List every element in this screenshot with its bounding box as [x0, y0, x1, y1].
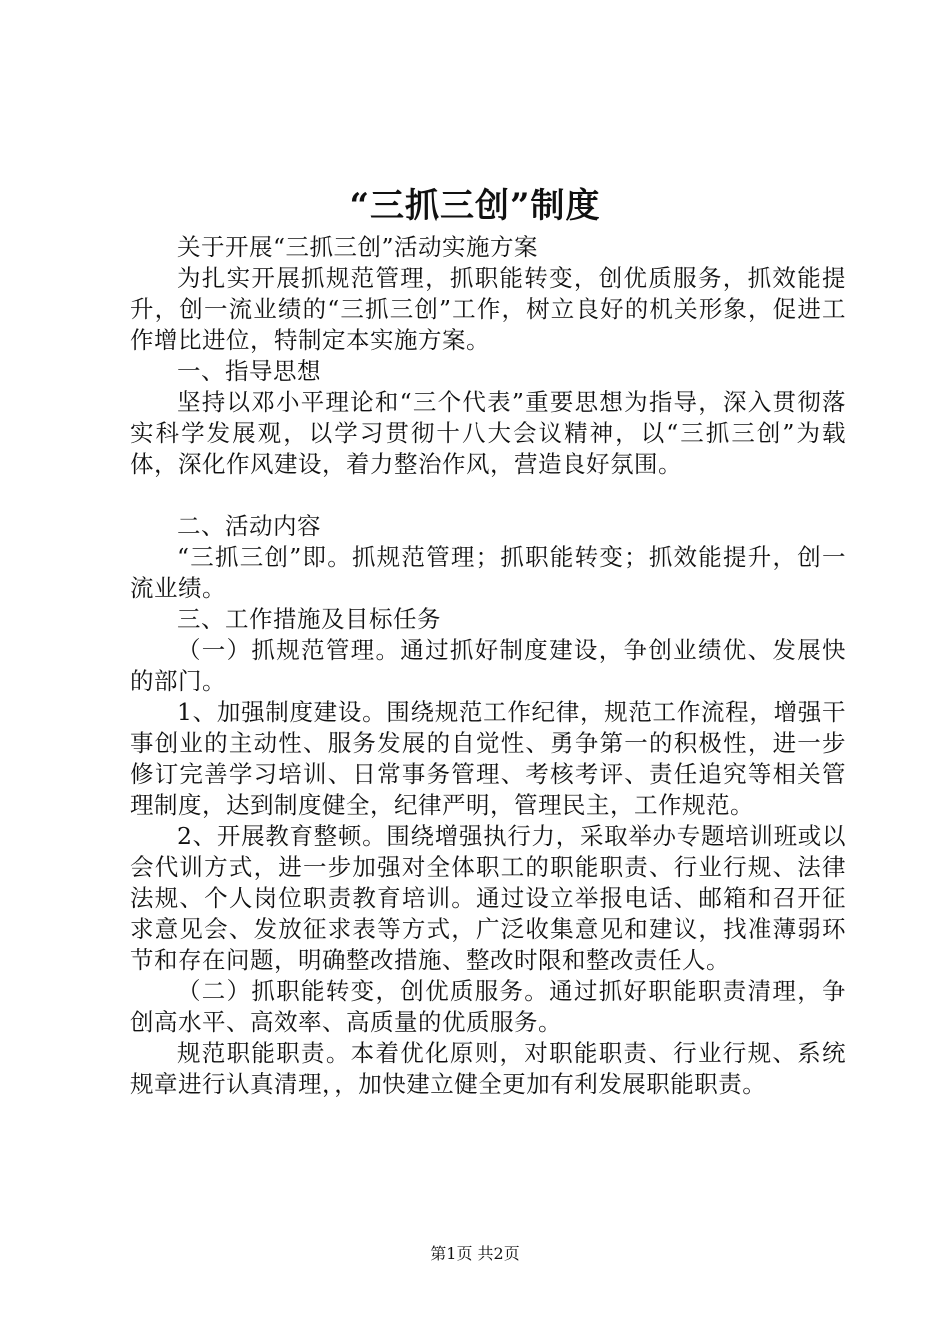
paragraph-plan-heading: 关于开展“三抓三创”活动实施方案	[177, 233, 539, 261]
paragraph-education-rectification: 2、开展教育整顿。围绕增强执行力，采取举办专题培训班或以会代训方式，进一步加强对全体职工的职能职责、行业行规、法律法规、个人岗位职责教育培训。通过设立举报电话、邮箱和召开征求意见会、发放征求表等方式，广泛收集意见和建议，找准薄弱环节和存在问题，明确整改措施、整改时限和整改责任人。	[130, 822, 846, 974]
section-heading-guiding-ideology: 一、指导思想	[177, 357, 321, 385]
paragraph-standardize-functions: 规范职能职责。本着优化原则，对职能职责、行业行规、系统规章进行认真清理，，加快建立健全更加有利发展职能职责。	[130, 1039, 846, 1098]
subsection-heading-standard-management: （一）抓规范管理。通过抓好制度建设，争创业绩优、发展快的部门。	[130, 636, 846, 695]
paragraph-activity-content: “三抓三创”即。抓规范管理；抓职能转变；抓效能提升，创一流业绩。	[130, 543, 846, 602]
page-number-indicator: 第1页 共2页	[430, 1244, 520, 1263]
section-heading-activity-content: 二、活动内容	[177, 512, 321, 540]
paragraph-intro: 为扎实开展抓规范管理，抓职能转变，创优质服务，抓效能提升，创一流业绩的“三抓三创”工作，树立良好的机关形象，促进工作增比进位，特制定本实施方案。	[130, 264, 846, 354]
section-heading-measures: 三、工作措施及目标任务	[177, 605, 441, 633]
paragraph-system-building: 1、加强制度建设。围绕规范工作纪律，规范工作流程，增强干事创业的主动性、服务发展的自觉性、勇争第一的积极性，进一步修订完善学习培训、日常事务管理、考核考评、责任追究等相关管理制度，达到制度健全，纪律严明，管理民主，工作规范。	[130, 698, 846, 819]
subsection-heading-function-transformation: （二）抓职能转变，创优质服务。通过抓好职能职责清理，争创高水平、高效率、高质量的优质服务。	[130, 977, 846, 1036]
document-body	[130, 232, 846, 1100]
paragraph-guiding-ideology: 坚持以邓小平理论和“三个代表”重要思想为指导，深入贯彻落实科学发展观，以学习贯彻十八大会议精神，以“三抓三创”为载体，深化作风建设，着力整治作风，营造良好氛围。	[130, 388, 846, 478]
document-title: “三抓三创”制度	[349, 186, 601, 226]
